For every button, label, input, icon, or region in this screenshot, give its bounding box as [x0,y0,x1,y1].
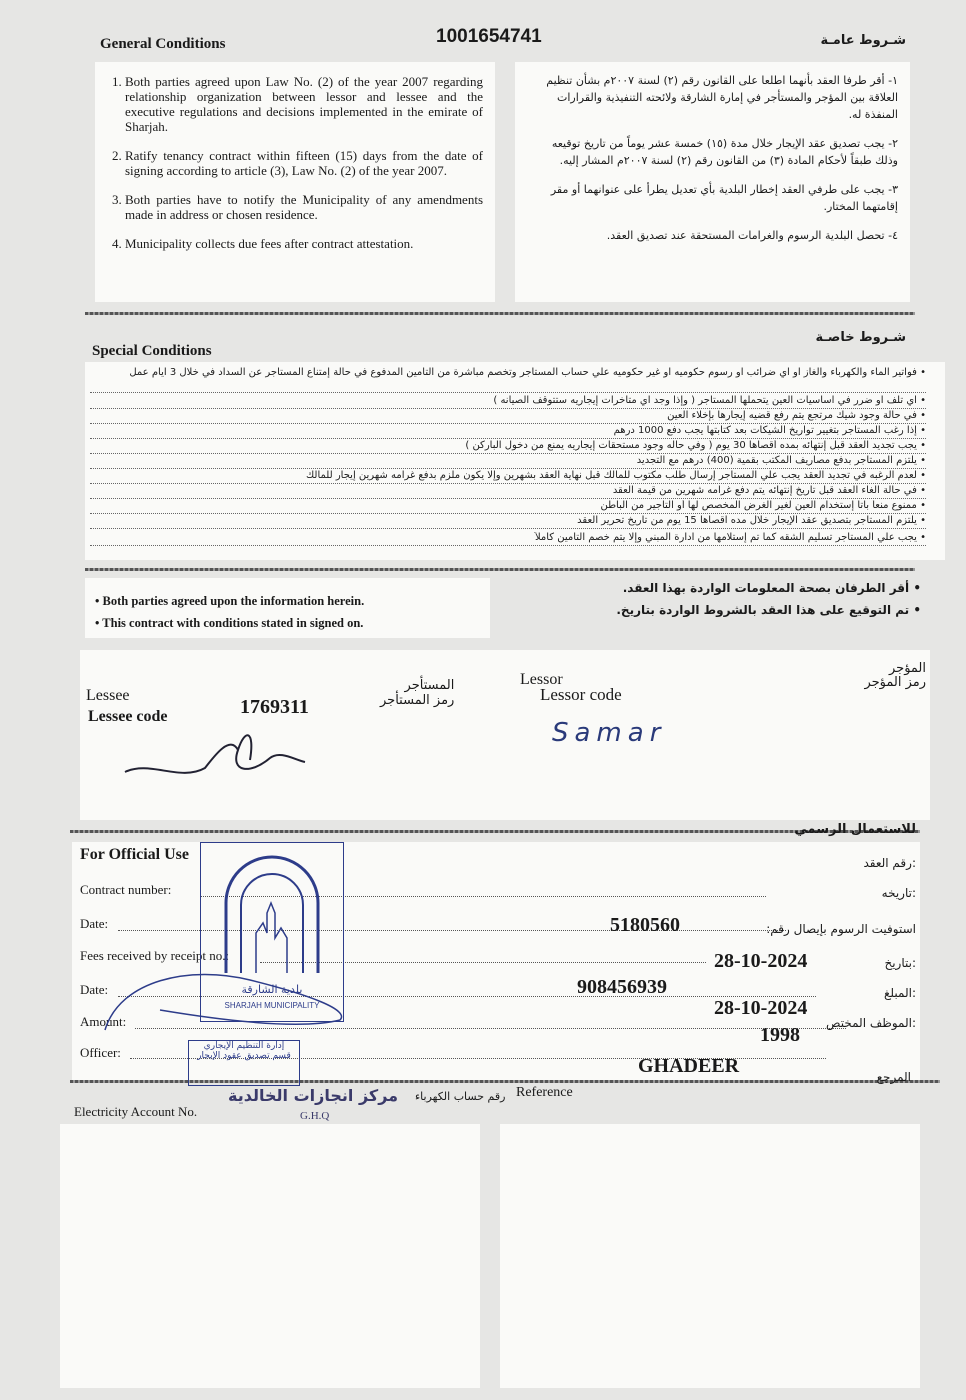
general-condition-4: 4. Municipality collects due fees after contract attestation. [125,236,483,251]
date-label: Date: [80,916,109,931]
date2-label-ar: بتاريخ: [884,956,916,970]
date2-value: 28-10-2024 [714,997,808,1019]
special-condition: • يلتزم المستاجر بتصديق عقد الإيجار خلال مده اقصاها 15 يوم من تاريخ تحرير العقد [90,515,926,529]
contract-number-label: Contract number: [80,882,172,897]
special-condition: • اي تلف او ضرر في اساسيات العين يتحملها المستاجر ( وإذا وجد اي متاخرات إيجاريه ستتوقف الصيانه ) [90,395,926,409]
special-condition: • لعدم الرغبه في تجديد العقد يجب علي المستاجر إرسال طلب مكتوب للمالك قبل نهاية العقد بشهرين وإلا يكون ملزم بدفع غرامه شهرين إيجار للمالك [90,470,926,484]
amount-label: Amount: [80,1014,127,1029]
officer-name: GHADEER [638,1055,740,1077]
divider [85,568,915,571]
special-condition: • في حالة وجود شيك مرتجع يتم رفع قضيه إيجارها بإخلاء العين [90,410,926,424]
fees-receipt-label: Fees received by receipt no.: [80,948,230,963]
reference-label: Reference [516,1085,573,1100]
divider [70,830,920,833]
general-conditions-ar-box [515,62,910,302]
reference-label-ar: المرجع [876,1070,911,1084]
stamp-section: قسم تصديق عقود الإيجار [197,1051,291,1061]
general-conditions-title-ar: شـروط عامـة [820,33,906,48]
divider [85,312,915,315]
agreement-en-2: • This contract with conditions stated in signed on. [95,616,364,630]
special-condition: • يلتزم المستاجر بدفع مصاريف المكتب بقمية (400) درهم مع التجديد [90,455,926,469]
special-conditions-title-ar: شـروط خاصـة [815,330,906,345]
blank-box-right [500,1124,920,1388]
special-condition: • إذا رغب المستاجر بتغيير تواريخ الشيكات بعد كتابتها يجب دفع 1000 درهم [90,425,926,439]
special-condition: • في حالة الغاء العقد قبل تاريخ إنتهائه يتم دفع غرامه شهرين من قيمة العقد [90,485,926,499]
general-conditions-en-box [95,62,495,302]
lessee-code-label: Lessee code [88,708,168,725]
officer-signature [100,960,360,1040]
general-condition-ar-2: ٢- يجب تصديق عقد الإيجار خلال مدة (١٥) خمسة عشر يوماً من تاريخ توقيعه وذلك طبقاً لأحكام المادة (٣) من القانون رقم (٢) لسنة ٢٠٠٧م المشار إليه. [551,137,898,167]
fees-receipt-label-ar: استوفيت الرسوم بإيصال رقم: [766,922,916,936]
lessee-ar-labels [380,678,454,708]
agreement-en-1: • Both parties agreed upon the information herein. [95,594,365,608]
blank-box-left [60,1124,480,1388]
lessor-code-label-ar: رمز المؤجر [864,675,926,690]
electricity-account-label-ar: رقم حساب الكهرباء [415,1090,506,1103]
stamp-text-en: SHARJAH MUNICIPALITY [224,1001,320,1010]
special-condition: • ممنوع منعاً باتاً إستخدام العين لغير الغرض المخصص لها أو التأجير من الباطن [90,500,926,514]
official-use-title-ar: للاستعمال الرسمي [794,822,916,837]
stamp-center-en: G.H.Q [300,1110,330,1122]
general-condition-2: 2. Ratify tenancy contract within fifteen (15) days from the date of signing according to article (3), Law No. (2) of the year 2007. [125,148,483,178]
lessee-signature [120,720,310,790]
lessor-label: Lessor [520,671,563,688]
lessor-ar-labels [864,662,926,690]
special-condition: • يجب تجديد العقد قبل إنتهائه بمده أقصاها 30 يوم ( وفي حاله وجود مستحقات إيجاريه يمنع من دخول الباركن ) [90,440,926,454]
stamp-dept: إدارة التنظيم الإيجاري [203,1041,285,1051]
date-label-ar: تاريخه: [881,886,916,900]
department-stamp [188,1040,300,1086]
lessee-code-label-ar: رمز المستأجر [380,693,455,708]
amount-label-ar: المبلغ: [884,986,916,1000]
lessee-label-ar: المستأجر [404,678,455,693]
lessor-label-ar: المؤجر [888,661,926,676]
lessee-code-value: 1769311 [240,696,309,718]
general-conditions-title: General Conditions [100,36,226,52]
officer-label-ar: الموظف المختص: [826,1016,916,1030]
electricity-account-label: Electricity Account No. [74,1104,198,1119]
official-use-title: For Official Use [80,846,190,863]
receipt-number: 5180560 [610,914,680,936]
receipt-date: 28-10-2024 [714,950,808,972]
stamp-center: مركز انجازات الخالدية [228,1086,399,1105]
lessor-code-label: Lessor code [540,685,622,704]
agreement-ar-2: • تم التوقيع على هذا العقد بالشروط الواردة بتاريخ. [616,603,921,617]
general-condition-1: 1. Both parties agreed upon Law No. (2) of the year 2007 regarding relationship organization between lessor and lessee and the executive regulations and decisions implemented in the emirate of Sharjah. [125,74,483,134]
lessor-signature: Samar [552,718,667,748]
general-condition-3: 3. Both parties have to notify the Municipality of any amendments made in address or chosen residence. [125,192,483,222]
agreement-en-box [85,578,490,638]
agreement-ar [616,577,921,621]
contract-number-label-ar: رقم العقد: [863,856,916,870]
general-condition-ar-1: ١- أقر طرفا العقد بأنهما اطلعا على القانون رقم (٢) لسنة ٢٠٠٧م بشأن تنظيم العلاقة بين المؤجر والمستأجر في إمارة الشارقة ولائحته التنفيذية والقرارات المنفذة له. [546,74,898,121]
agreement-ar-1: • أقر الطرفان بصحة المعلومات الواردة بهذا العقد. [622,581,921,595]
officer-code: 1998 [760,1024,800,1046]
special-condition: • فواتير الماء والكهرباء والغاز او اي ضرائب او رسوم حكوميه او غير حكوميه علي حساب المستاجر وتخصم مباشرة من التامين المدفوع في حالة إمتناع المستاجر عن السداد في خلال 3 ايام عمل [90,366,926,393]
special-condition: • يجب علي المستاجر تسليم الشقه كما تم إستلامها من ادارة المبني وإلا يتم خصم التأمين كاملاً [90,532,926,546]
general-condition-ar-3: ٣- يجب على طرفي العقد إخطار البلدية بأي تعديل يطرأ على عنوانهما أو مقر إقامتهما المختار. [550,183,898,213]
date2-label: Date: [80,982,109,997]
stamp-text-ar: بلدية الشارقة [241,983,303,996]
special-conditions-title: Special Conditions [92,343,212,359]
officer-label: Officer: [80,1045,121,1060]
amount-value: 908456939 [577,976,667,998]
general-condition-ar-4: ٤- تحصل البلدية الرسوم والغرامات المستحقة عند تصديق العقد. [606,229,898,242]
lessee-label: Lessee [86,687,130,704]
contract-id: 1001654741 [436,26,542,47]
